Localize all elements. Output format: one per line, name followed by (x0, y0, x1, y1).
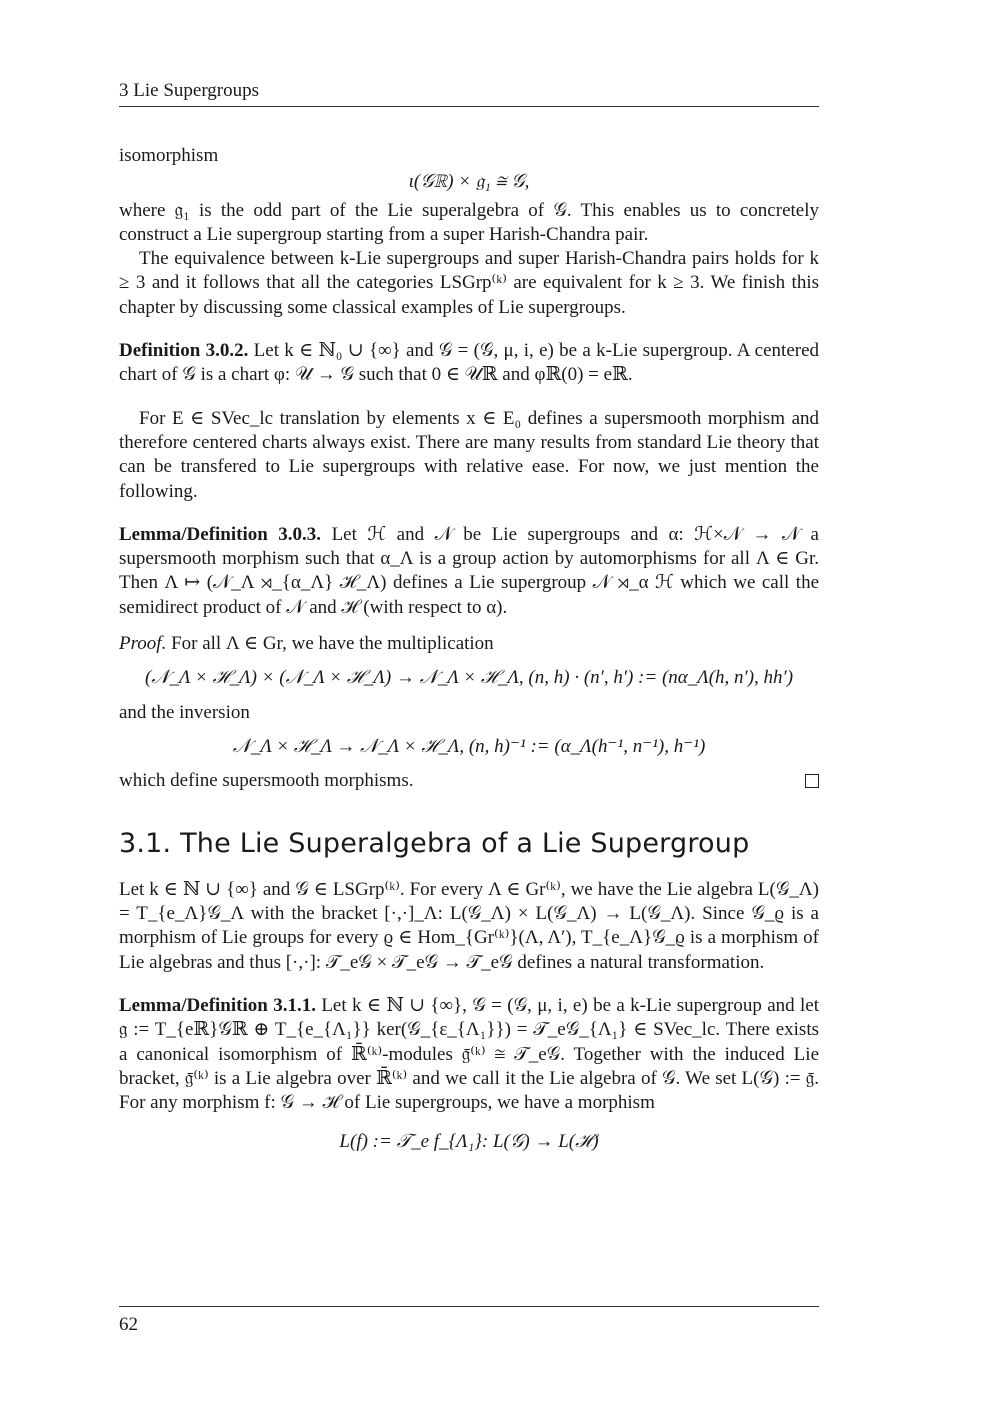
page-body (119, 144, 819, 1154)
lemma-text: Let ℋ and 𝒩 be Lie supergroups and α: ℋ×𝒩 → 𝒩 a supersmooth morphism such that α_Λ is a group action by automorphisms for all Λ ∈ Gr. Then Λ ↦ (𝒩_Λ ⋊_{α_Λ} ℋ_Λ) defines a Lie supergroup 𝒩 ⋊_α ℋ which we call the semidirect product of 𝒩 and ℋ (with respect to α). (119, 523, 819, 618)
footer-rule (119, 1306, 819, 1307)
page-number: 62 (119, 1314, 138, 1335)
equation-inversion: 𝒩_Λ × ℋ_Λ → 𝒩_Λ × ℋ_Λ, (n, h)⁻¹ := (α_Λ(h⁻¹, n⁻¹), h⁻¹) (232, 735, 706, 757)
section-title: 3.1. The Lie Superalgebra of a Lie Supergroup (119, 827, 750, 859)
paragraph-equivalence: The equivalence between k-Lie supergroups and super Harish-Chandra pairs holds for k ≥ 3 and it follows that all the categories LSGrp⁽ᵏ⁾ are equivalent for k ≥ 3. We finish this chapter by discussing some classical examples of Lie supergroups. (119, 248, 819, 318)
qed-box-icon (805, 774, 819, 788)
lemma-text: Let k ∈ ℕ ∪ {∞}, 𝒢 = (𝒢, μ, i, e) be a k-Lie supergroup and let 𝔤 := T_{eℝ}𝒢ℝ ⊕ T_{e_{Λ₁}} ker(𝒢_{ε_{Λ₁}}) = 𝒯_e𝒢_{Λ₁} ∈ SVec_lc. There exists a canonical isomorphism of ℝ̄⁽ᵏ⁾-modules 𝔤̄⁽ᵏ⁾ ≅ 𝒯_e𝒢. Together with the induced Lie bracket, 𝔤̄⁽ᵏ⁾ is a Lie algebra over ℝ̄⁽ᵏ⁾ and we call it the Lie algebra of 𝒢. We set L(𝒢) := 𝔤̄. For any morphism f: 𝒢 → ℋ of Lie supergroups, we have a morphism (119, 995, 819, 1114)
proof-label: Proof. (119, 633, 167, 655)
paragraph-which-define (119, 769, 819, 793)
lemma-3-1-1 (119, 994, 819, 1115)
header-rule (119, 106, 819, 107)
equation-Lf: L(f) := 𝒯_e f_{Λ₁}: L(𝒢) → L(ℋ) (339, 1130, 599, 1152)
lemma-3-0-3 (119, 523, 819, 620)
lemma-label: Lemma/Definition 3.1.1. (119, 995, 316, 1017)
proof-text: For all Λ ∈ Gr, we have the multiplication (171, 633, 494, 655)
paragraph-where: where 𝔤₁ is the odd part of the Lie superalgebra of 𝒢. This enables us to concretely construct a Lie supergroup starting from a super Harish-Chandra pair. (119, 199, 819, 245)
paragraph-isomorphism: isomorphism (119, 145, 219, 166)
running-header: 3 Lie Supergroups (119, 80, 260, 101)
definition-text: Let k ∈ ℕ₀ ∪ {∞} and 𝒢 = (𝒢, μ, i, e) be a k-Lie supergroup. A centered chart of 𝒢 is a chart φ: 𝒰 → 𝒢 such that 0 ∈ 𝒰ℝ and φℝ(0) = eℝ. (119, 340, 820, 386)
equation-isomorphism: ι(𝒢ℝ) × 𝔤₁ ≅ 𝒢, (408, 171, 530, 193)
definition-label: Definition 3.0.2. (119, 340, 249, 362)
definition-3-0-2 (119, 339, 819, 388)
proof (119, 632, 819, 656)
equation-multiplication: (𝒩_Λ × ℋ_Λ) × (𝒩_Λ × ℋ_Λ) → 𝒩_Λ × ℋ_Λ, (n, h) · (n′, h′) := (nα_Λ(h, n′), hh′) (144, 667, 794, 689)
paragraph-inversion: and the inversion (119, 701, 250, 723)
which-define-text: which define supersmooth morphisms. (119, 770, 414, 792)
paragraph-let-k: Let k ∈ ℕ ∪ {∞} and 𝒢 ∈ LSGrp⁽ᵏ⁾. For every Λ ∈ Gr⁽ᵏ⁾, we have the Lie algebra L(𝒢_Λ) = T_{e_Λ}𝒢_Λ with the bracket [·,·]_Λ: L(𝒢_Λ) × L(𝒢_Λ) → L(𝒢_Λ). Since 𝒢_ϱ is a morphism of Lie groups for every ϱ ∈ Hom_{Gr⁽ᵏ⁾}(Λ, Λ′), T_{e_Λ}𝒢_ϱ is a morphism of Lie algebras and thus [·,·]: 𝒯_e𝒢 × 𝒯_e𝒢 → 𝒯_e𝒢 defines a natural transformation. (119, 878, 819, 973)
paragraph-for-E: For E ∈ SVec_lc translation by elements x ∈ E₀ defines a supersmooth morphism and therefore centered charts always exist. There are many results from standard Lie theory that can be transfered to Lie supergroups with relative ease. For now, we just mention the following. (119, 407, 819, 502)
lemma-label: Lemma/Definition 3.0.3. (119, 523, 322, 545)
